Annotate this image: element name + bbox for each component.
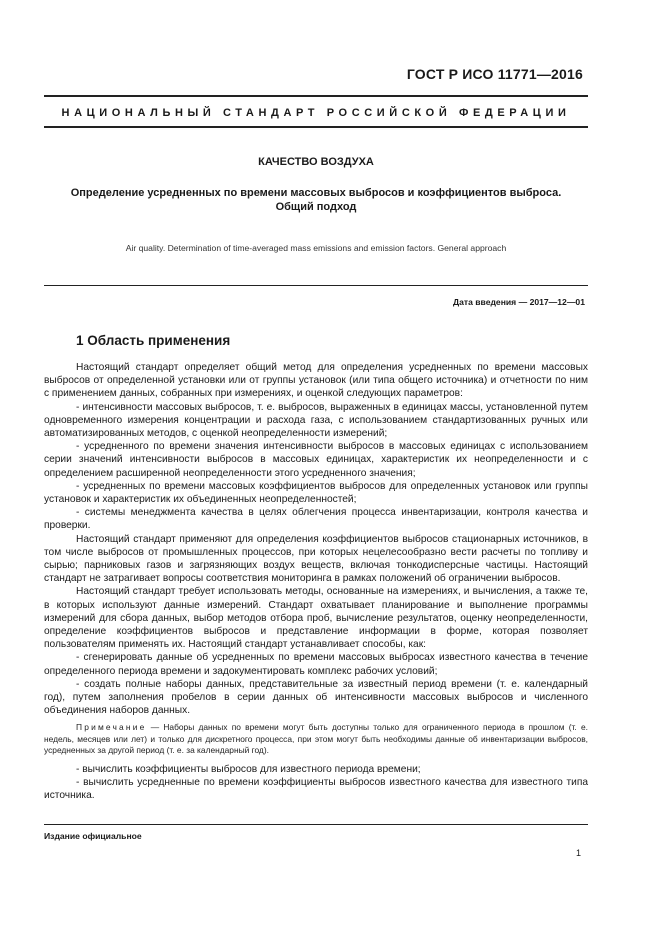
- effective-date: Дата введения — 2017—12—01: [452, 297, 585, 307]
- list-item: - создать полные наборы данных, представительные за известный период времени (т. е. календарный год), путем заполнения пробелов в серии данных об интенсивности массовых выбросов и численного объединения наборов данных.: [44, 678, 588, 717]
- list-item: - системы менеджмента качества в целях облегчения процесса инвентаризации, контроля качества и проверки.: [44, 507, 588, 532]
- national-standard-banner: НАЦИОНАЛЬНЫЙ СТАНДАРТ РОССИЙСКОЙ ФЕДЕРАЦИИ: [61, 107, 571, 119]
- paragraph: Настоящий стандарт применяют для определения коэффициентов выбросов стационарных источников, в том числе выбросов от промышленных процессов, при которых нецелесообразно вести расчеты по топливу и сырью; парниковых газов и загрязняющих воздух веществ, включая тонкодисперсные частицы. Настоящий стандарт не затрагивает вопросы соответствия мониторинга в рамках положений об ограничении выбросов.: [44, 533, 588, 585]
- header-rule-top: [44, 95, 588, 97]
- document-subtitle-line2: Общий подход: [275, 201, 357, 213]
- list-item: - усредненного по времени значения интенсивности выбросов в массовых единицах с использованием серии значений интенсивности выбросов в массовых единицах, характеристик их неопределенности и с определением расширенной неопределенности этого усредненного значения;: [44, 441, 588, 479]
- note-text: — Наборы данных по времени могут быть доступны только для ограниченного периода в прошлом (т. е. недель, месяцев или лет) и только для дискретного процесса, при этом могут быть необходимы данные об инвентаризации выбросов, усредненных за другой период (т. е. за календарный год).: [44, 722, 588, 756]
- note: [44, 722, 588, 757]
- list-item: - вычислить коэффициенты выбросов для известного периода времени;: [76, 763, 421, 775]
- section-heading: 1 Область применения: [76, 333, 231, 348]
- paragraph: Настоящий стандарт определяет общий метод для определения усредненных по времени массовых выбросов от определенной установки или от группы установок (или типа общего источника) и отчетности по ним с применением данных, собранных при измерениях, и оценкой следующих параметров:: [44, 362, 588, 400]
- english-title: Air quality. Determination of time-averaged mass emissions and emission factors. General approach: [125, 243, 507, 253]
- header-rule-bottom: [44, 126, 588, 128]
- date-rule: [44, 285, 588, 286]
- edition-label: Издание официальное: [44, 831, 142, 841]
- paragraph: Настоящий стандарт требует использовать методы, основанные на измерениях, и вычисления, а также те, в которых используют данные измерений. Стандарт охватывает планирование и выполнение программы измерений для сбора данных, выбор методов отбора проб, вычисление результатов, оценку неопределенности, определение коэффициентов выбросов и представление информации в форме, которая позволяет пользователям применять их. Настоящий стандарт устанавливает способы, как:: [44, 586, 588, 651]
- note-label: Примечание: [76, 722, 147, 733]
- document-title: КАЧЕСТВО ВОЗДУХА: [258, 156, 374, 168]
- document-subtitle-line1: Определение усредненных по времени массовых выбросов и коэффициентов выброса.: [70, 187, 562, 199]
- list-item: - усредненных по времени массовых коэффициентов выбросов для определенных установок или группы установок и характеристик их объединенных неопределенностей;: [44, 480, 588, 506]
- list-item: - сгенерировать данные об усредненных по времени массовых выбросах известного качества в течение определенного периода времени и задокументировать комплекс рабочих условий;: [44, 652, 588, 677]
- list-item: - вычислить усредненные по времени коэффициенты выбросов известного качества для известного типа источника.: [44, 777, 588, 802]
- page-number: 1: [575, 848, 581, 858]
- edition-rule: [44, 824, 588, 825]
- document-code: ГОСТ Р ИСО 11771—2016: [406, 66, 583, 82]
- list-item: - интенсивности массовых выбросов, т. е. выбросов, выраженных в единицах массы, установленной путем одновременного измерения концентрации и расхода газа, с использованием стандартизованных ручных или автоматизированных методов, с оценкой неопределенности измерений;: [44, 401, 588, 440]
- document-subtitle: [60, 186, 572, 214]
- section-body: [44, 361, 588, 803]
